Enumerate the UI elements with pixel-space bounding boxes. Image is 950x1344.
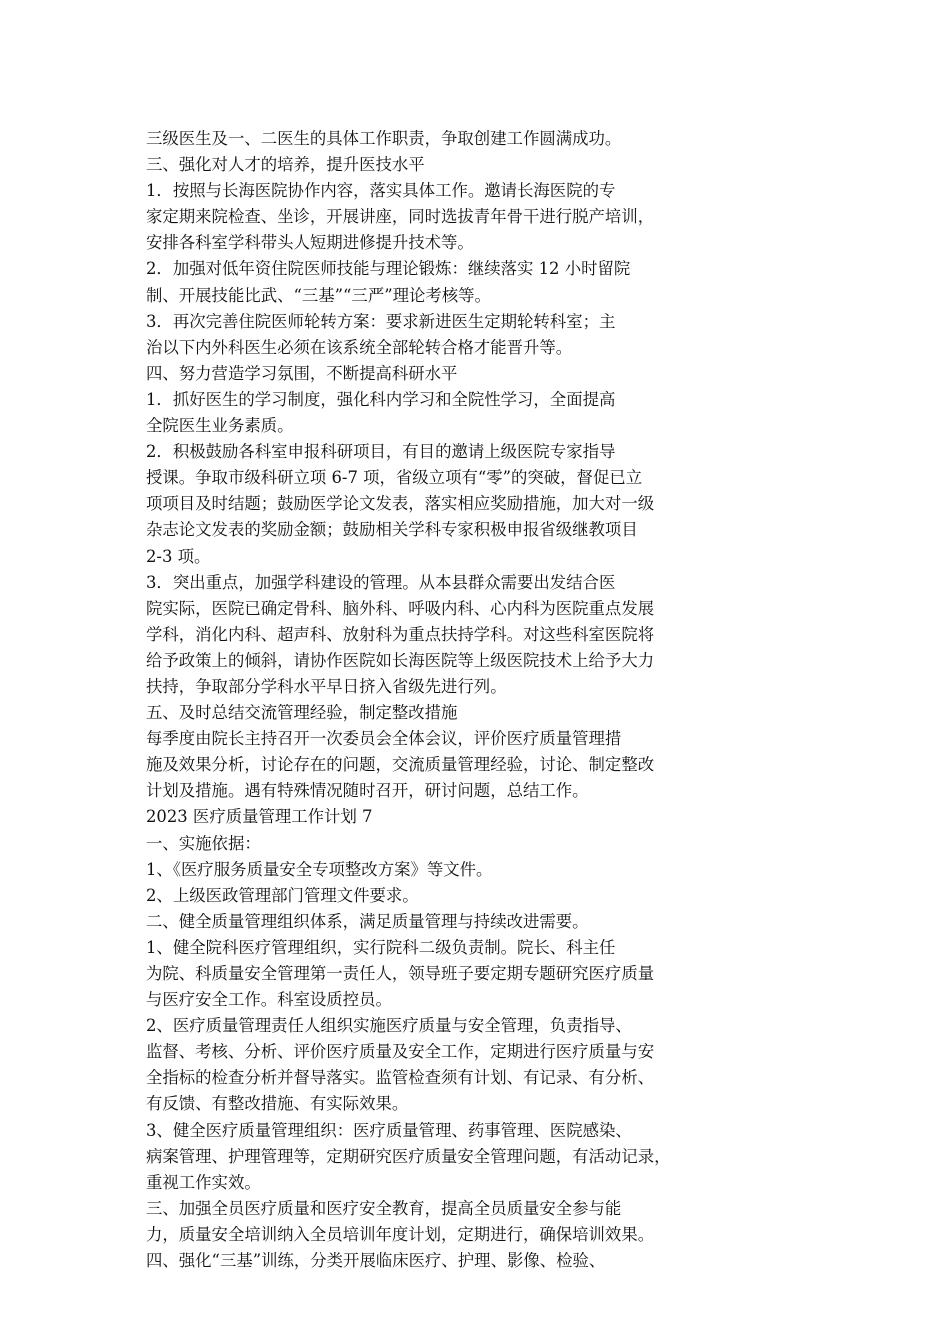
text-line: 1、健全院科医疗管理组织，实行院科二级负责制。院长、科主任 (146, 937, 616, 957)
text-line: 三级医生及一、二医生的具体工作职责，争取创建工作圆满成功。 (146, 129, 622, 148)
text-line: 与医疗安全工作。科室设质控员。 (146, 990, 392, 1010)
document-title: 2023 医疗质量管理工作计划 7 (146, 807, 373, 827)
text-line: 项项目及时结题；鼓励医学论文发表，落实相应奖励措施，加大对一级 (146, 494, 655, 514)
text-line: 授课。争取市级科研立项 6-7 项，省级立项有“零”的突破，督促已立 (146, 468, 643, 488)
section-heading: 四、强化“三基”训练，分类开展临床医疗、护理、影像、检验、 (146, 1251, 606, 1271)
text-line: 制、开展技能比武、“三基”“三严”理论考核等。 (146, 285, 491, 305)
text-line: 3．突出重点，加强学科建设的管理。从本县群众需要出发结合医 (146, 572, 616, 592)
text-line: 治以下内外科医生必须在该系统全部轮转合格才能晋升等。 (146, 337, 573, 357)
section-heading: 五、及时总结交流管理经验，制定整改措施 (146, 703, 458, 723)
text-line: 1．按照与长海医院协作内容，落实具体工作。邀请长海医院的专 (146, 181, 616, 201)
text-line: 院实际，医院已确定骨科、脑外科、呼吸内科、心内科为医院重点发展 (146, 598, 655, 618)
text-line: 2-3 项。 (146, 546, 211, 566)
text-line: 给予政策上的倾斜，请协作医院如长海医院等上级医院技术上给予大力 (146, 650, 655, 670)
text-line: 杂志论文发表的奖励金额；鼓励相关学科专家积极申报省级继教项目 (146, 520, 638, 540)
text-line: 学科，消化内科、超声科、放射科为重点扶持学科。对这些科室医院将 (146, 624, 655, 644)
text-line: 每季度由院长主持召开一次委员会全体会议，评价医疗质量管理措 (146, 729, 622, 749)
section-heading: 一、实施依据： (146, 833, 261, 853)
document-page (146, 126, 786, 1274)
text-line: 安排各科室学科带头人短期进修提升技术等。 (146, 233, 474, 253)
text-line: 重视工作实效。 (146, 1172, 261, 1192)
text-line: 为院、科质量安全管理第一责任人，领导班子要定期专题研究医疗质量 (146, 964, 655, 983)
text-line: 监督、考核、分析、评价医疗质量及安全工作，定期进行医疗质量与安 (146, 1042, 655, 1062)
section-heading: 三、加强全员医疗质量和医疗安全教育，提高全员质量安全参与能 (146, 1198, 622, 1218)
text-line: 有反馈、有整改措施、有实际效果。 (146, 1094, 409, 1114)
section-heading: 三、强化对人才的培养，提升医技水平 (146, 155, 425, 175)
section-heading: 四、努力营造学习氛围，不断提高科研水平 (146, 363, 458, 383)
text-line: 1、《医疗服务质量安全专项整改方案》等文件。 (146, 859, 493, 879)
text-line: 扶持，争取部分学科水平早日挤入省级先进行列。 (146, 676, 507, 696)
text-line: 力，质量安全培训纳入全员培训年度计划，定期进行，确保培训效果。 (146, 1224, 655, 1244)
section-heading: 二、健全质量管理组织体系，满足质量管理与持续改进需要。 (146, 911, 589, 931)
text-line: 2．积极鼓励各科室申报科研项目，有目的邀请上级医院专家指导 (146, 442, 616, 462)
text-line: 全院医生业务素质。 (146, 416, 294, 436)
text-line: 3、健全医疗质量管理组织：医疗质量管理、药事管理、医院感染、 (146, 1120, 632, 1140)
text-line: 2、上级医政管理部门管理文件要求。 (146, 885, 419, 905)
text-line: 1．抓好医生的学习制度，强化科内学习和全院性学习，全面提高 (146, 389, 616, 409)
text-line: 病案管理、护理管理等，定期研究医疗质量安全管理问题，有活动记录， (146, 1146, 671, 1166)
text-line: 全指标的检查分析并督导落实。监管检查须有计划、有记录、有分析、 (146, 1068, 655, 1088)
text-line: 2、医疗质量管理责任人组织实施医疗质量与安全管理，负责指导、 (146, 1016, 632, 1036)
text-line: 施及效果分析，讨论存在的问题，交流质量管理经验，讨论、制定整改 (146, 755, 655, 775)
text-line: 2．加强对低年资住院医师技能与理论锻炼：继续落实 12 小时留院 (146, 259, 631, 279)
text-line: 家定期来院检查、坐诊，开展讲座，同时选拔青年骨干进行脱产培训， (146, 207, 655, 227)
text-line: 3．再次完善住院医师轮转方案：要求新进医生定期轮转科室；主 (146, 311, 616, 331)
text-line: 计划及措施。遇有特殊情况随时召开，研讨问题，总结工作。 (146, 781, 589, 801)
